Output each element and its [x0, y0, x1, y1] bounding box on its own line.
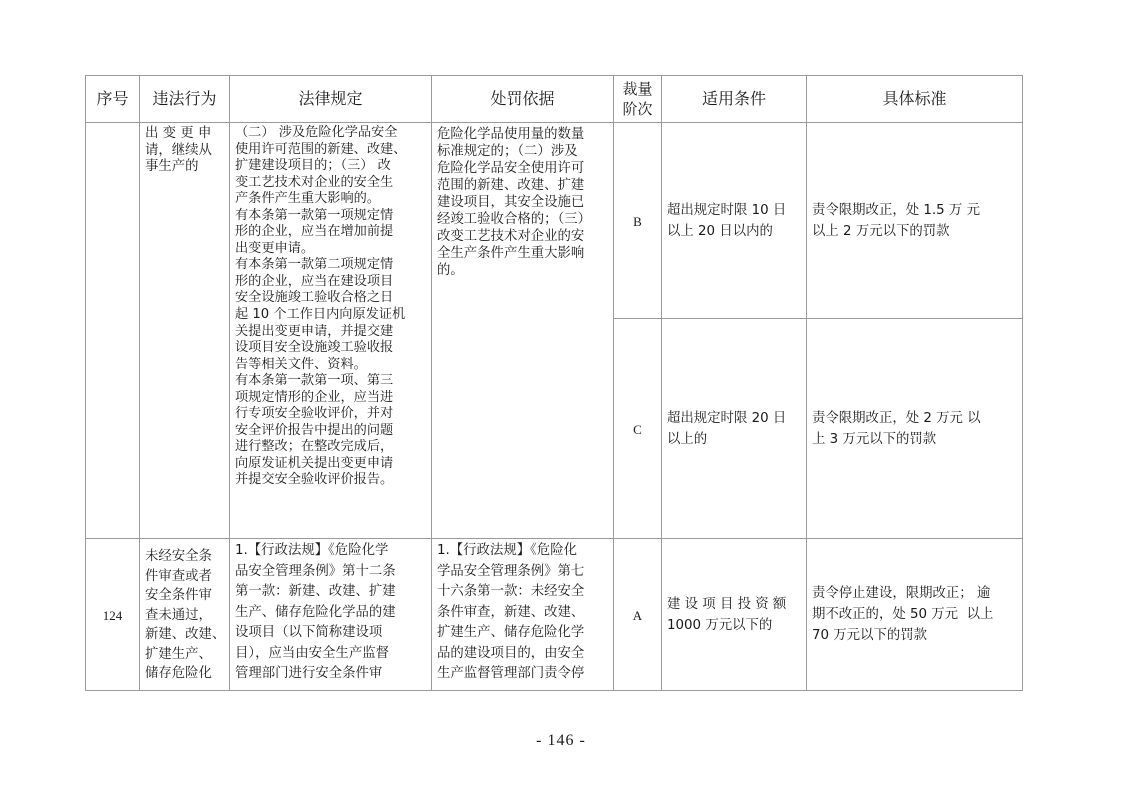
standard-cell [807, 319, 1023, 539]
violation-cell [140, 539, 230, 691]
header-violation: 违法行为 [140, 76, 230, 123]
penalty-table [85, 75, 1023, 691]
header-law: 法律规定 [230, 76, 432, 123]
serial-no-cell [86, 123, 140, 539]
law-text: （二） 涉及危险化学品安全 使用许可范围的新建、改建、 扩建建设项目的；（三） 改 变工艺技术对企业的安全生 产条件产生重大影响的。 有本条第一款第一项规定情 形的企业，应当在增加前提 出变更申请。 有本条第一款第二项规定情 形的企业，应当在建设项目 安全设施竣工验收合格之日 起 10 个工作日内向原发证机 关提出变更申请，并提交建 设项目安全设施竣工验收报 告等相关文件、资料。 有本条第一款第一项、第三 项规定情形的企业，应当进 行专项安全验收评价，并对 安全评价报告中提出的问题 进行整改；在整改完成后， 向原发证机关提出变更申请 并提交安全验收评价报告。 [235, 125, 407, 488]
page-number: - 146 - [536, 732, 586, 749]
condition-text: 超出规定时限 20 日 以上的 [667, 410, 787, 447]
law-text: 1.【行政法规】《危险化学 品安全管理条例》第十二条 第一款：新建、改建、扩建 生产、储存危险化学品的建 设项目（以下简称建设项 目），应当由安全生产监督 管理部门进行安全条件审 [235, 543, 396, 681]
standard-text: 责令限期改正，处 2 万元 以 上 3 万元以下的罚款 [812, 410, 981, 447]
law-cell [230, 123, 432, 539]
level-label: A [632, 608, 643, 623]
serial-no: 124 [102, 608, 123, 623]
level-cell [614, 123, 662, 319]
basis-text: 1.【行政法规】《危险化 学品安全管理条例》第七 十六条第一款：未经安全 条件审查，新建、改建、 扩建生产、储存危险化学 品的建设项目的，由安全 生产监督管理部门责令停 [437, 543, 585, 681]
table-row [86, 539, 1023, 691]
header-row [86, 76, 1023, 123]
basis-text: 危险化学品使用量的数量 标准规定的；（二）涉及 危险化学品安全使用许可 范围的新建、改建、扩建 建设项目，其安全设施已 经竣工验收合格的；（三） 改变工艺技术对企业的安 全生产条件产生重大影响 的。 [437, 127, 591, 278]
basis-cell [432, 539, 614, 691]
serial-no-cell [86, 539, 140, 691]
violation-text: 出 变 更 申 请，继续从 事生产的 [145, 126, 212, 175]
violation-cell [140, 123, 230, 539]
standard-text: 责令停止建设，限期改正； 逾 期不改正的，处 50 万元 以上 70 万元以下的罚款 [812, 586, 994, 643]
standard-text: 责令限期改正，处 1.5 万 元 以上 2 万元以下的罚款 [812, 202, 980, 239]
condition-cell [662, 539, 807, 691]
header-penalty-basis: 处罚依据 [432, 76, 614, 123]
header-specific-standard: 具体标准 [807, 76, 1023, 123]
violation-text: 未经安全条 件审查或者 安全条件审 查未通过， 新建、改建、 扩建生产、 储存危险化 [145, 549, 226, 681]
level-cell [614, 319, 662, 539]
standard-cell [807, 123, 1023, 319]
condition-text: 建 设 项 目 投 资 额 1000 万元以下的 [667, 596, 787, 633]
header-discretion-level: 裁量 阶次 [614, 76, 662, 123]
basis-cell [432, 123, 614, 539]
level-label: C [633, 422, 642, 437]
header-applicable-condition: 适用条件 [662, 76, 807, 123]
standard-cell [807, 539, 1023, 691]
level-cell [614, 539, 662, 691]
condition-cell [662, 123, 807, 319]
condition-text: 超出规定时限 10 日 以上 20 日以内的 [667, 202, 787, 239]
condition-cell [662, 319, 807, 539]
level-label: B [633, 214, 642, 229]
law-cell [230, 539, 432, 691]
header-serial-no: 序号 [86, 76, 140, 123]
table-row [86, 123, 1023, 319]
